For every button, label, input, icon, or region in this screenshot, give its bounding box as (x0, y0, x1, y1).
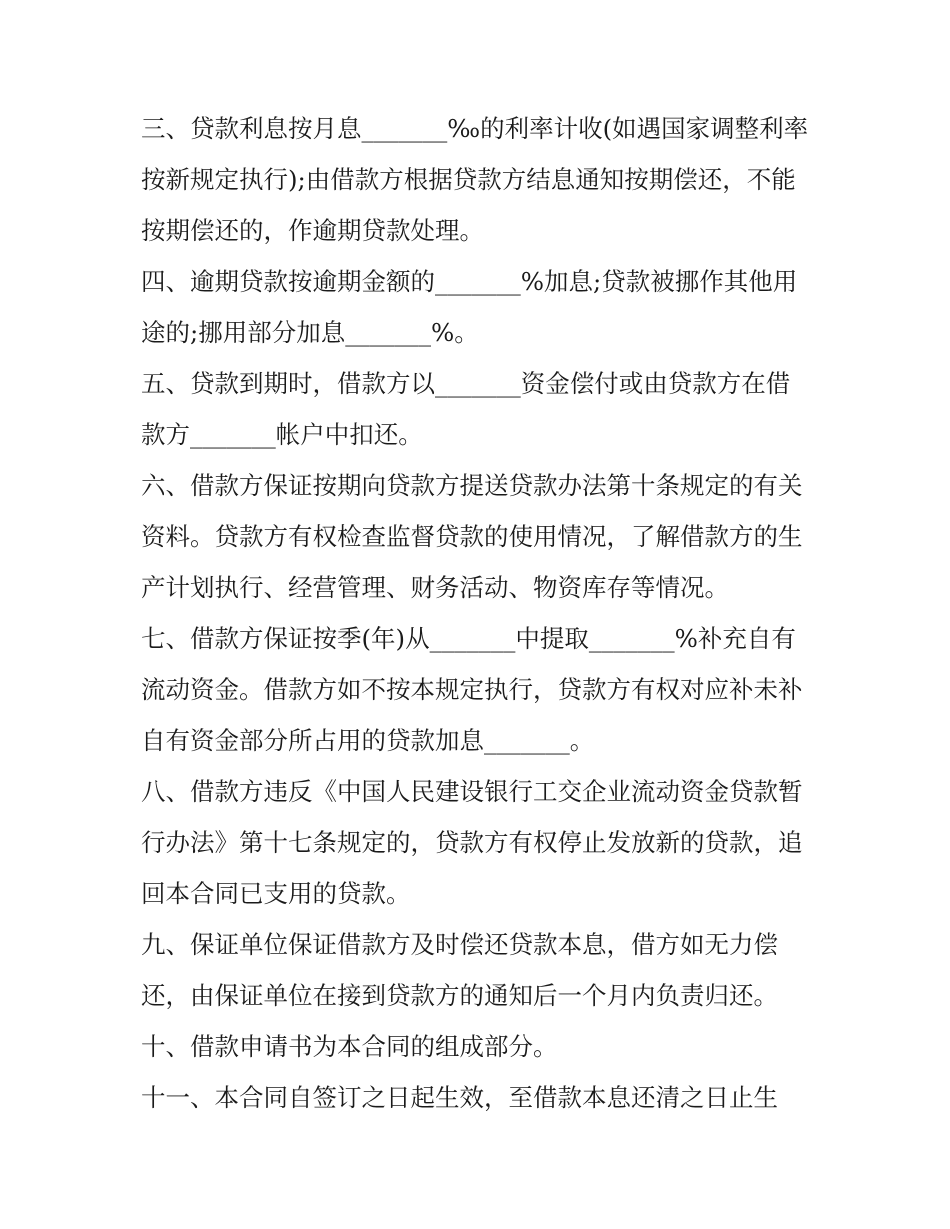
clause-6-line-1: 六、借款方保证按期向贷款方提送贷款办法第十条规定的有关 (141, 471, 803, 500)
clause-9-line-1: 九、保证单位保证借款方及时偿还贷款本息，借方如无力偿 (141, 930, 778, 959)
clause-8-line-2: 行办法》第十七条规定的，贷款方有权停止发放新的贷款，追 (141, 828, 803, 857)
clause-5-line-1: 五、贷款到期时，借款方以_______资金偿付或由贷款方在借 (141, 369, 791, 398)
clause-3-line-2: 按新规定执行);由借款方根据贷款方结息通知按期偿还，不能 (141, 165, 796, 194)
clause-7-line-3: 自有资金部分所占用的贷款加息_______。 (141, 726, 595, 755)
clause-3-line-1: 三、贷款利息按月息_______‰的利率计收(如遇国家调整利率 (141, 114, 809, 143)
clause-3-line-3: 按期偿还的，作逾期贷款处理。 (141, 216, 484, 245)
clause-9-line-2: 还，由保证单位在接到贷款方的通知后一个月内负责归还。 (141, 981, 778, 1010)
clause-5-line-2: 款方_______帐户中扣还。 (141, 420, 423, 449)
clause-7-line-1: 七、借款方保证按季(年)从_______中提取_______%补充自有 (141, 624, 796, 653)
clause-8-line-1: 八、借款方违反《中国人民建设银行工交企业流动资金贷款暂 (141, 777, 803, 806)
clause-10-line-1: 十、借款申请书为本合同的组成部分。 (141, 1032, 558, 1061)
clause-8-line-3: 回本合同已支用的贷款。 (141, 879, 411, 908)
clause-4-line-2: 途的;挪用部分加息_______%。 (141, 318, 479, 347)
clause-4-line-1: 四、逾期贷款按逾期金额的_______%加息;贷款被挪作其他用 (141, 267, 798, 296)
clause-6-line-2: 资料。贷款方有权检查监督贷款的使用情况，了解借款方的生 (141, 522, 803, 551)
clause-7-line-2: 流动资金。借款方如不按本规定执行，贷款方有权对应补未补 (141, 675, 803, 704)
clause-6-line-3: 产计划执行、经营管理、财务活动、物资库存等情况。 (141, 573, 729, 602)
clause-11-line-1: 十一、本合同自签订之日起生效，至借款本息还清之日止生 (141, 1083, 778, 1112)
